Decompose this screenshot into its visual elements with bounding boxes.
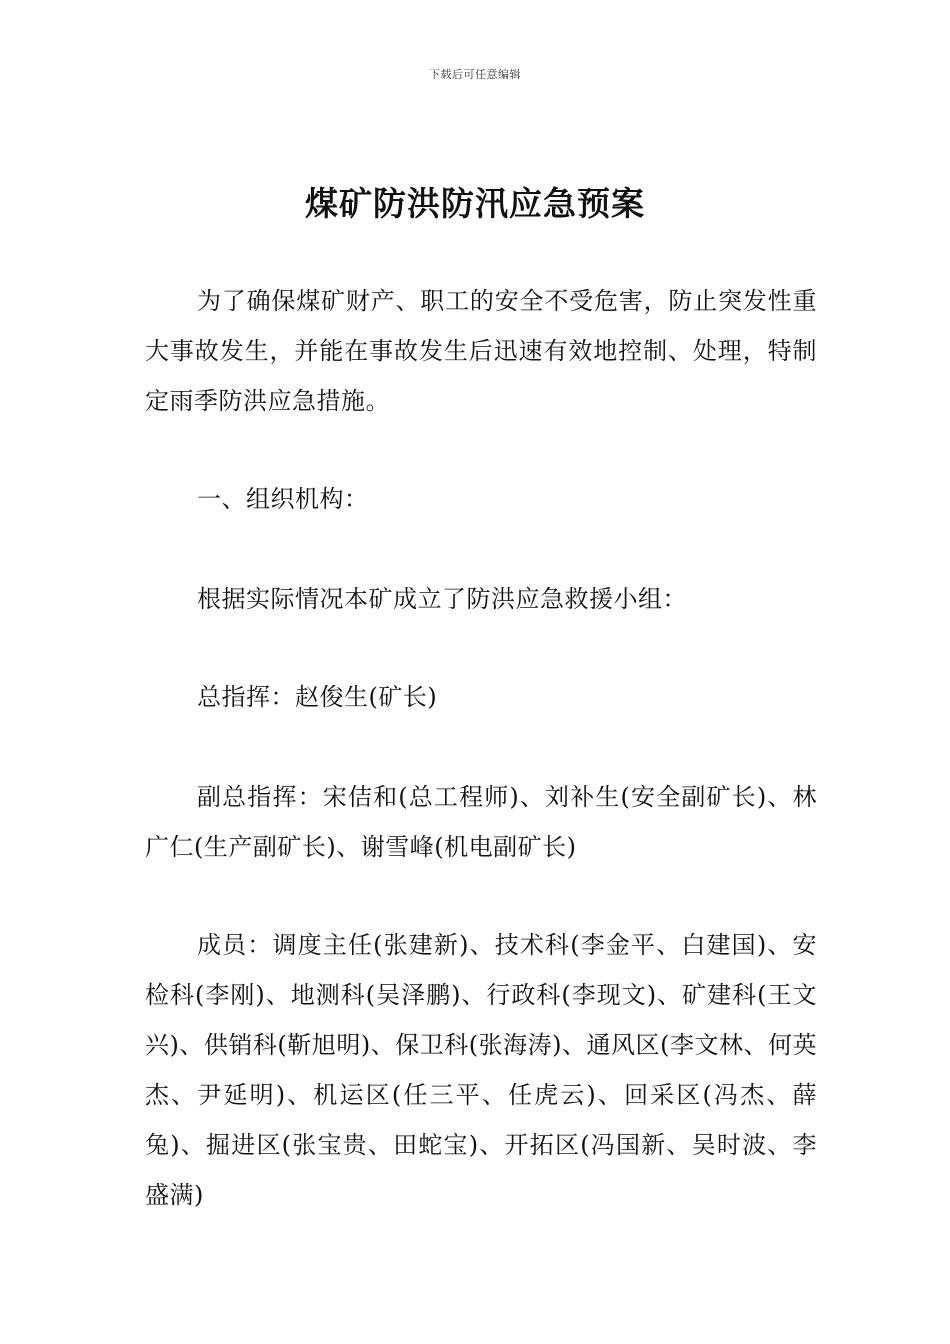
deputy-commander-paragraph: 副总指挥：宋佶和(总工程师)、刘补生(安全副矿长)、林广仁(生产副矿长)、谢雪峰(机电副矿长) — [145, 783, 817, 861]
header-note: 下载后可任意编辑 — [429, 68, 521, 81]
intro-paragraph: 为了确保煤矿财产、职工的安全不受危害，防止突发性重大事故发生，并能在事故发生后迅速有效地控制、处理，特制定雨季防洪应急措施。 — [145, 287, 817, 415]
basis-paragraph: 根据实际情况本矿成立了防洪应急救援小组： — [197, 585, 687, 613]
chief-commander-paragraph: 总指挥：赵俊生(矿长) — [197, 683, 438, 711]
section-heading-organization: 一、组织机构： — [197, 485, 369, 513]
document-title: 煤矿防洪防汛应急预案 — [305, 184, 645, 223]
members-paragraph: 成员：调度主任(张建新)、技术科(李金平、白建国)、安检科(李刚)、地测科(吴泽鹏)、行政科(李现文)、矿建科(王文兴)、供销科(靳旭明)、保卫科(张海涛)、通风区(李文林、何英杰、尹延明)、机运区(任三平、任虎云)、回采区(冯杰、薛兔)、掘进区(张宝贵、田蛇宝)、开拓区(冯国新、吴时波、李盛满) — [145, 931, 817, 1209]
